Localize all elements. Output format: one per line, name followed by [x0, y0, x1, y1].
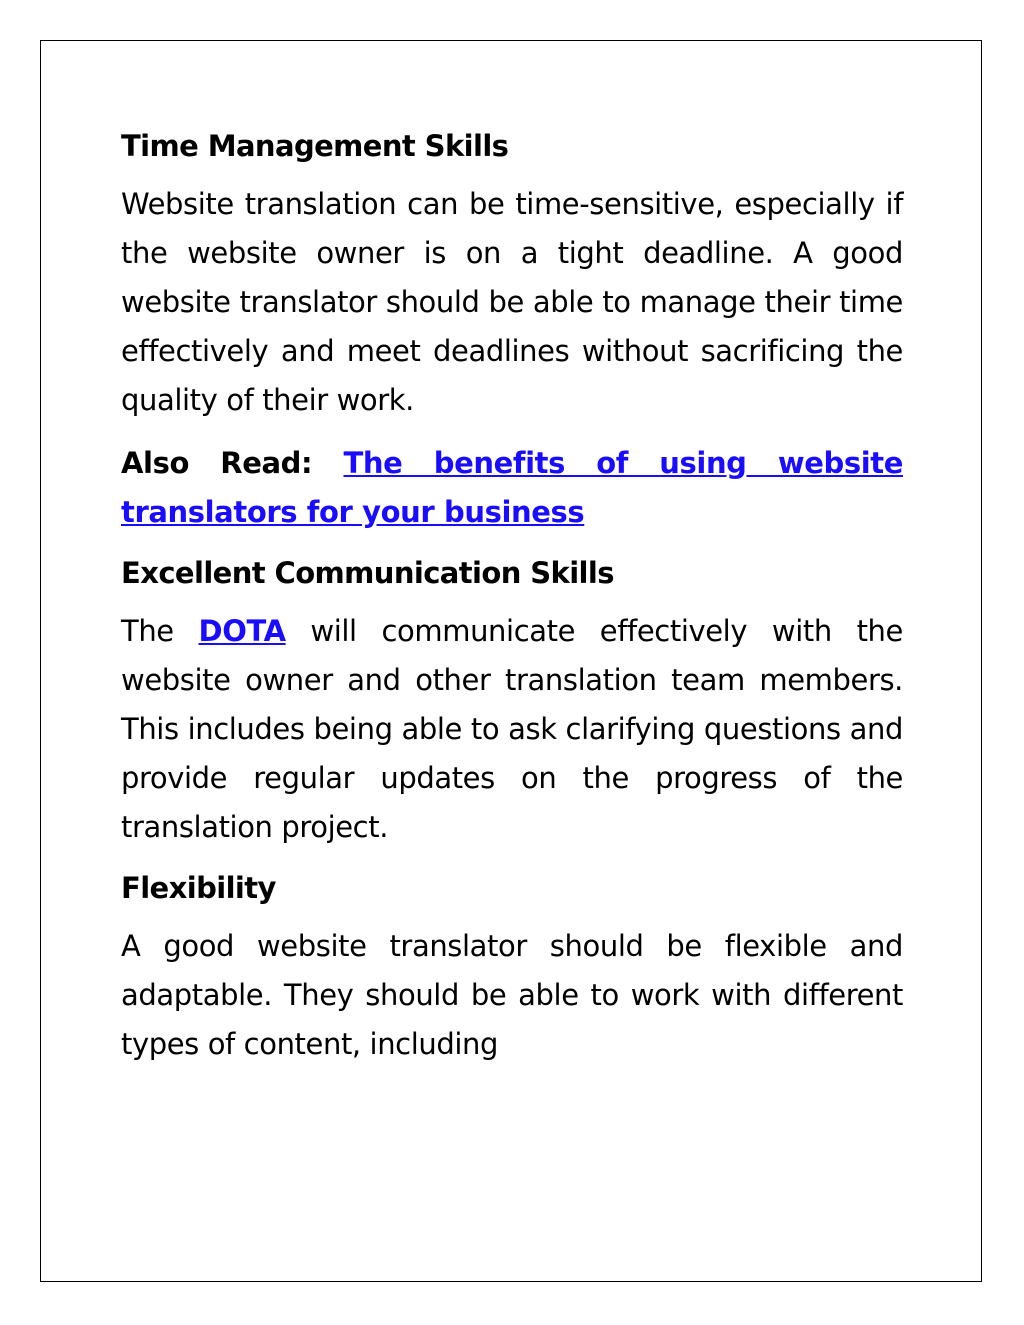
- section-heading-flexibility: Flexibility: [121, 871, 276, 905]
- also-read-link[interactable]: The benefits of using website translators for your business: [121, 446, 903, 529]
- section-body-time-management: Website translation can be time-sensitive, especially if the website owner is on a tight deadline. A good website translator should be able to manage their time effectively and meet deadlines without sacrificing the quality of their work.: [121, 187, 903, 417]
- document-content: [121, 124, 903, 1083]
- communication-body-prefix: The: [121, 614, 174, 648]
- section-heading-communication: Excellent Communication Skills: [121, 556, 614, 590]
- section-heading-time-management: Time Management Skills: [121, 129, 509, 163]
- section-body-flexibility: A good website translator should be flexible and adaptable. They should be able to work with different types of content, including: [121, 929, 903, 1061]
- also-read-label: Also Read:: [121, 446, 313, 480]
- communication-body-suffix: will communicate effectively with the website owner and other translation team members. This includes being able to ask clarifying questions and provide regular updates on the progress of the translation project.: [121, 614, 903, 844]
- also-read: [121, 439, 903, 537]
- dota-link[interactable]: DOTA: [198, 614, 286, 648]
- section-body-communication: [121, 607, 903, 852]
